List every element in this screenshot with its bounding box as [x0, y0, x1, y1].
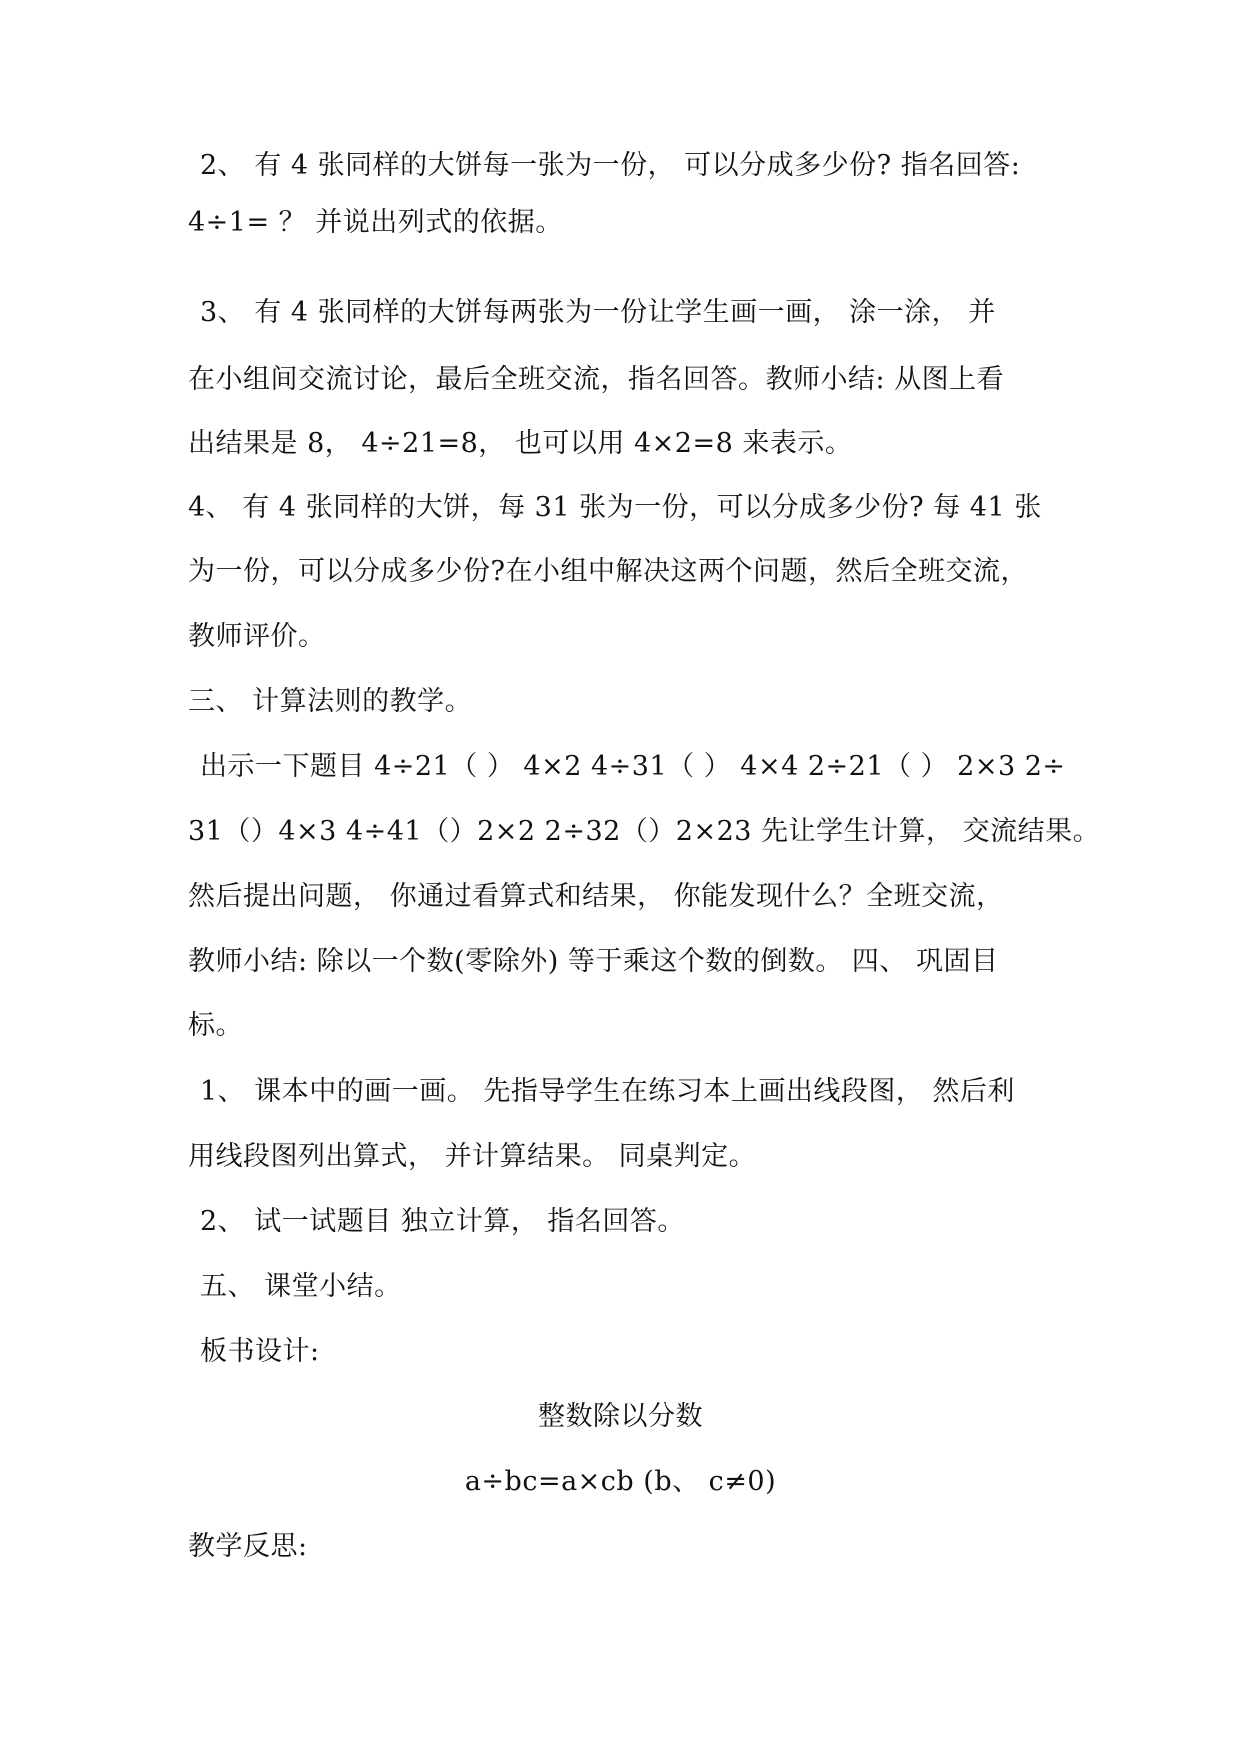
paragraph-line-16: 2、 试一试题目 独立计算， 指名回答。 — [200, 1206, 685, 1237]
paragraph-line-3: 3、 有 4 张同样的大饼每两张为一份让学生画一画， 涂一涂， 并 — [200, 297, 996, 328]
paragraph-line-4: 在小组间交流讨论，最后全班交流，指名回答。教师小结: 从图上看 — [188, 364, 1005, 395]
paragraph-line-5: 出结果是 8， 4÷21=8， 也可以用 4×2=8 来表示。 — [188, 428, 853, 459]
paragraph-line-11: 然后提出问题， 你通过看算式和结果， 你能发现什么？全班交流， — [188, 881, 1004, 912]
paragraph-line-15: 用线段图列出算式， 并计算结果。 同桌判定。 — [188, 1141, 757, 1172]
paragraph-line-14: 1、 课本中的画一画。 先指导学生在练习本上画出线段图， 然后利 — [200, 1076, 1015, 1107]
paragraph-line-13: 标。 — [188, 1010, 243, 1041]
paragraph-line-12: 教师小结: 除以一个数(零除外) 等于乘这个数的倒数。 四、 巩固目 — [188, 946, 999, 977]
section-heading-5: 五、 课堂小结。 — [200, 1271, 402, 1302]
section-heading-3: 三、 计算法则的教学。 — [188, 686, 473, 717]
board-title: 整数除以分数 — [538, 1401, 703, 1432]
paragraph-line-2: 4÷1= ？ 并说出列式的依据。 — [188, 207, 563, 238]
board-formula: a÷bc=a×cb (b、 c≠0) — [464, 1466, 777, 1497]
paragraph-line-8: 教师评价。 — [188, 621, 326, 652]
reflection-label: 教学反思: — [188, 1531, 308, 1562]
paragraph-line-7: 为一份，可以分成多少份?在小组中解决这两个问题，然后全班交流， — [188, 556, 1028, 587]
paragraph-line-1: 2、 有 4 张同样的大饼每一张为一份， 可以分成多少份? 指名回答: — [200, 150, 1021, 181]
paragraph-line-9: 出示一下题目 4÷21（ ） 4×2 4÷31（ ） 4×4 2÷21（ ） 2×3 2÷ — [200, 751, 1066, 782]
board-design-label: 板书设计: — [200, 1336, 320, 1367]
paragraph-line-6: 4、 有 4 张同样的大饼，每 31 张为一份，可以分成多少份? 每 41 张 — [188, 492, 1042, 523]
paragraph-line-10: 31（）4×3 4÷41（）2×2 2÷32（）2×23 先让学生计算， 交流结果。 — [188, 816, 1101, 847]
